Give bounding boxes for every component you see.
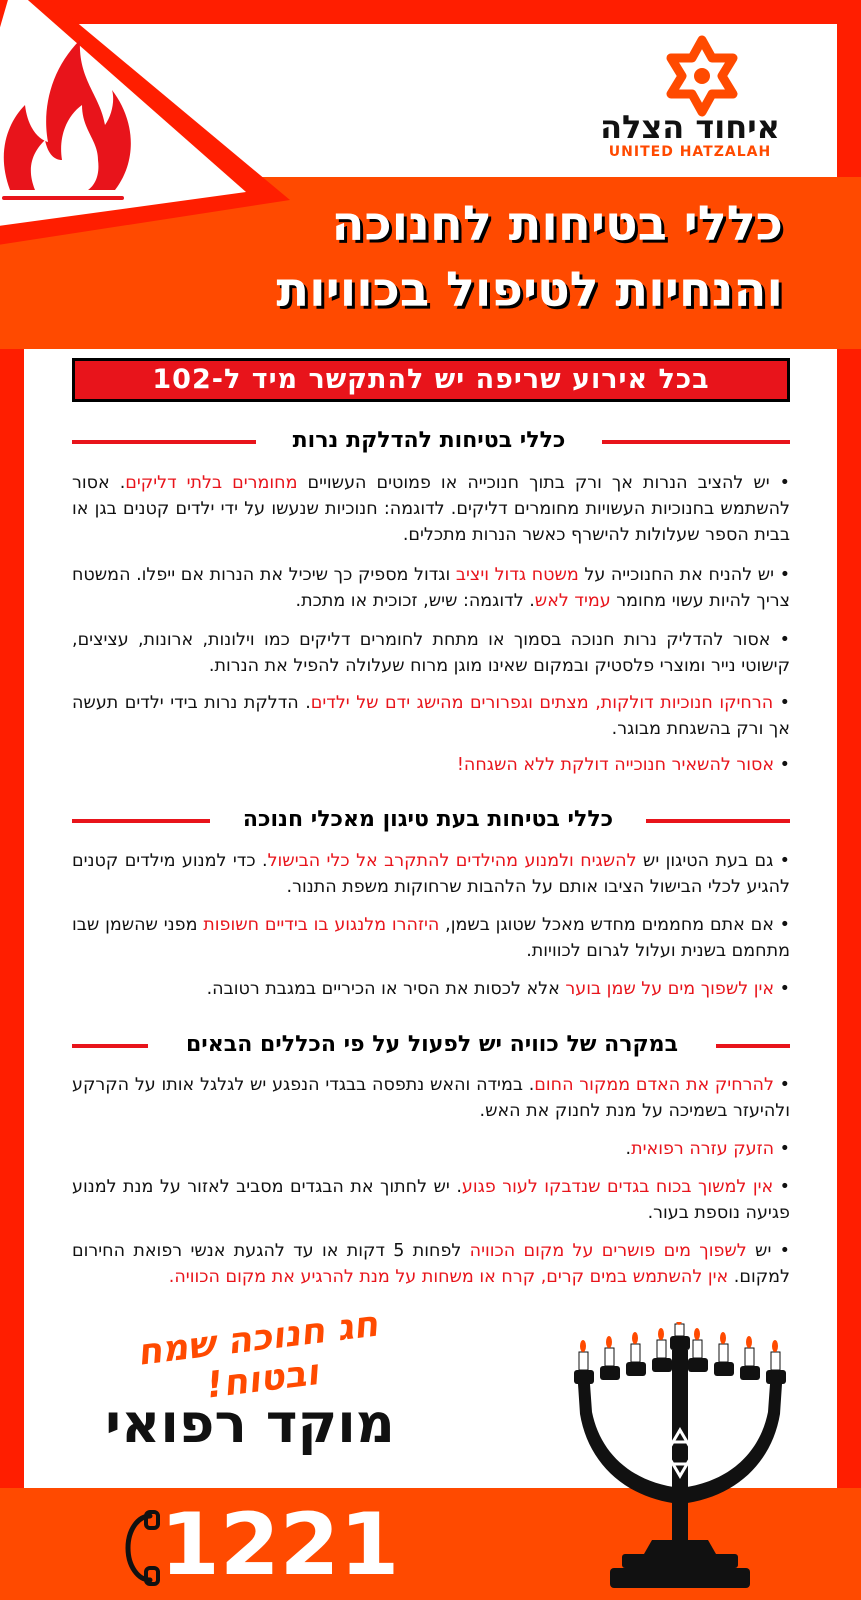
body-text: • — [774, 755, 790, 775]
highlight-text: הזעק עזרה רפואית — [631, 1139, 775, 1159]
bullet-candles-4 — [72, 690, 790, 742]
body-text: . לדוגמה: שיש, זכוכית או מתכת. — [295, 591, 535, 611]
fire-warning-icon — [0, 0, 320, 300]
section-rule-right — [716, 1044, 790, 1048]
body-text: אלא לכסות את הסיר או הכיריים במגבת רטובה. — [206, 979, 566, 999]
bullet-candles-3 — [72, 627, 790, 679]
highlight-text: היזהרו מלנגוע בו בידיים חשופות — [203, 915, 440, 935]
body-text: • — [773, 1075, 790, 1095]
highlight-text: אין להשתמש במים קרים, קרח או משחות על מנת להרגיע את מקום הכוויה. — [168, 1267, 729, 1287]
bullet-candles-2 — [72, 562, 790, 614]
phone-icon[interactable] — [120, 1510, 162, 1586]
body-text: . במידה והאש נתפסה בבגדי הנפגע יש לגלגל אותו על הקרקע ולהיעזר בשמיכה על מנת לחנוק את האש. — [72, 1075, 790, 1121]
section-header-burns — [72, 1030, 790, 1060]
emergency-banner-text: בכל אירוע שריפה יש להתקשר מיד ל-102 — [152, 364, 710, 395]
emergency-banner — [72, 358, 790, 402]
body-text: וגדול מספיק כך שיכיל את הנרות אם ייפלו. המשטח צריך להיות עשוי מחומר — [72, 565, 790, 611]
bullet-frying-1 — [72, 848, 790, 900]
logo-name-english: UNITED HATZALAH — [608, 144, 772, 160]
section-header-frying — [72, 805, 790, 835]
body-text: . — [625, 1139, 632, 1159]
section-rule-left — [72, 1044, 148, 1048]
section-rule-right — [646, 819, 790, 823]
section-title: כללי בטיחות בעת טיגון מאכלי חנוכה — [242, 807, 614, 832]
bullet-burns-4 — [72, 1238, 790, 1290]
highlight-text: להשגיח ולמנוע מהילדים להתקרב אל כלי הבישול — [267, 851, 637, 871]
bullet-frying-3 — [72, 976, 790, 1002]
bullet-burns-1 — [72, 1072, 790, 1124]
body-text: • יש להניח את החנוכייה על — [578, 565, 791, 585]
body-text: • גם בעת הטיגון יש — [636, 851, 791, 871]
body-text: • — [774, 1139, 790, 1159]
section-title: במקרה של כוויה יש לפעול על פי הכללים הבאים — [185, 1032, 678, 1057]
hotline-number[interactable]: 1221 — [160, 1495, 400, 1595]
highlight-text: להרחיק את האדם ממקור החום — [534, 1075, 774, 1095]
body-text: . אסור להשתמש בחנוכיות העשויות מחומרים דליקים. לדוגמה: חנוכיות שנעשו על ידי ילדים קטנים בגן או בבית הספר שעלולות להישרף כאשר הנרות מתכלים. — [72, 473, 790, 545]
highlight-text: עמיד לאש — [534, 591, 611, 611]
highlight-text: אין לשפוך מים על שמן בוער — [565, 979, 775, 999]
section-rule-left — [72, 819, 210, 823]
body-text: • יש — [746, 1241, 790, 1261]
bullet-candles-1 — [72, 470, 790, 548]
body-text: • אסור להדליק נרות חנוכה בסמוך או מתחת לחומרים דליקים כמו וילונות, ארונות, עציצים, קישוטי נייר ומוצרי פלסטיק ובמקום שאינו מוגן מרוח שעלולה להפיל את הנרות. — [72, 630, 790, 676]
section-rule-right — [602, 440, 790, 444]
body-text: . הדלקת נרות בידי ילדים תעשה אך ורק בהשגחת מבוגר. — [72, 693, 790, 739]
section-title: כללי בטיחות להדלקת נרות — [292, 428, 566, 453]
bullet-burns-3 — [72, 1174, 790, 1226]
body-text: • — [773, 693, 791, 713]
bullet-candles-5 — [72, 752, 790, 778]
body-text: • אם אתם מחממים מחדש מאכל שטוגן בשמן, — [439, 915, 790, 935]
body-text: מפני שהשמן שבו מתחמם בשנית ועלול לגרום לכוויות. — [72, 915, 790, 961]
highlight-text: מחומרים בלתי דליקים — [125, 473, 298, 493]
section-header-candles — [72, 426, 790, 456]
body-text: • יש להציב הנרות אך ורק בתוך חנוכייה או פמוטים העשויים — [297, 473, 790, 493]
logo-name-hebrew: איחוד הצלה — [600, 108, 780, 146]
holiday-greeting: חג חנוכה שמח ובטוח! — [134, 1303, 381, 1407]
highlight-text: אסור להשאיר חנוכייה דולקת ללא השגחה! — [456, 755, 775, 775]
title-line-2: והנחיות לטיפול בכוויות — [276, 262, 783, 318]
highlight-text: אין למשוך בכוח בגדים שנדבקו לעור פגוע — [461, 1177, 774, 1197]
bullet-frying-2 — [72, 912, 790, 964]
hotline-label: מוקד רפואי — [105, 1392, 395, 1455]
body-text: • — [774, 979, 790, 999]
highlight-text: לשפוך מים פושרים על מקום הכוויה — [469, 1241, 747, 1261]
menorah-icon — [560, 1322, 800, 1598]
body-text: . כדי למנוע מילדים קטנים להגיע לכלי הבישול הציבו אותם על הלהבות שרחוקות משפת התנור. — [72, 851, 790, 897]
highlight-text: הרחיקו חנוכיות דולקות, מצתים וגפרורים מהישג ידם של ילדים — [310, 693, 774, 713]
section-rule-left — [72, 440, 256, 444]
bullet-burns-2 — [72, 1136, 790, 1162]
body-text: . יש לחתוך את הבגדים מסביב לאזור על מנת למנוע פגיעה נוספת בעור. — [72, 1177, 790, 1223]
title-line-1: כללי בטיחות לחנוכה — [331, 196, 783, 252]
body-text: • — [773, 1177, 791, 1197]
body-text: לפחות 5 דקות או עד להגעת אנשי רפואת החירום למקום. — [72, 1241, 790, 1287]
highlight-text: משטח גדול ויציב — [455, 565, 579, 585]
